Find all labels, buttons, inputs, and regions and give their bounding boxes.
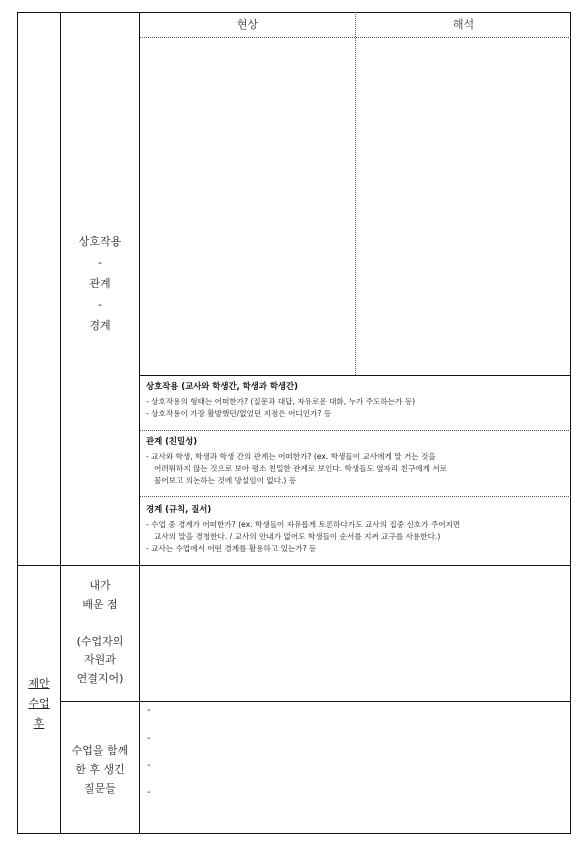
header-phenomenon: 현상	[236, 18, 259, 31]
interaction-relation-boundary-label	[61, 231, 139, 336]
question-dash: -	[147, 705, 151, 716]
questions-line: 질문들	[84, 782, 116, 795]
header-interpretation: 해석	[452, 18, 475, 31]
observation-form-table	[17, 12, 571, 834]
guide-line: 어려워하지 않는 것으로 보아 평소 친밀한 관계로 보인다. 학생들도 옆자리 친구에게 서로	[154, 464, 448, 473]
guide-title: 관계 (친밀성)	[146, 436, 198, 446]
questions-line: 한 후 생긴	[75, 763, 125, 776]
guide-interaction	[146, 380, 568, 420]
learned-label	[61, 577, 139, 688]
question-dash: -	[147, 733, 151, 744]
guide-top-line	[140, 375, 571, 376]
header-underline	[140, 37, 571, 38]
guide-line: - 교사는 수업에서 어떤 경계를 활용하고 있는가? 등	[146, 544, 317, 553]
guide-line: - 상호작용의 형태는 어떠한가? (질문과 대답, 자유로운 대화, 누가 주도하는가 등)	[146, 397, 416, 406]
question-dash: -	[147, 760, 151, 771]
guide-line: 교사의 말을 경청한다. / 교사의 안내가 없어도 학생들이 순서를 지켜 교구를 사용한다.)	[154, 532, 441, 541]
guide-title: 상호작용 (교사와 학생간, 학생과 학생간)	[146, 381, 298, 391]
label-line: 관계	[89, 277, 111, 290]
learned-line: 내가	[89, 579, 111, 592]
side-line: 제안	[28, 677, 50, 690]
section-divider	[17, 565, 571, 566]
learned-line: 배운 점	[82, 597, 118, 611]
learned-line: 자원과	[84, 653, 116, 666]
guide-boundary	[146, 503, 568, 555]
col-divider-content	[139, 12, 140, 834]
guide-line: 물어보고 의논하는 것에 망설임이 없다.) 등	[154, 476, 297, 485]
questions-label	[61, 741, 139, 798]
label-line: -	[98, 298, 102, 311]
after-class-label	[18, 674, 60, 734]
questions-line: 수업을 함께	[71, 744, 129, 757]
side-line: 수업	[28, 697, 50, 710]
col-divider-phenomenon-interpretation	[355, 12, 356, 375]
guide-divider-2	[140, 496, 571, 497]
guide-line: - 상호작용이 가장 활발했던/없었던 지점은 어디인가? 등	[146, 409, 332, 418]
side-line: 후	[33, 717, 45, 730]
question-dash: -	[147, 787, 151, 798]
col-divider-left	[60, 12, 61, 834]
learned-line: 연결지어)	[76, 671, 124, 685]
after-row-divider	[61, 701, 571, 702]
label-line: 상호작용	[78, 235, 122, 248]
guide-line: - 교사와 학생, 학생과 학생 간의 관계는 어떠한가? (ex. 학생들이 교사에게 말 거는 것을	[146, 452, 436, 461]
guide-divider-1	[140, 430, 571, 431]
guide-line: - 수업 중 경계가 어떠한가? (ex. 학생들이 자유롭게 토론하다가도 교사의 집중 신호가 주어지면	[146, 520, 461, 529]
label-line: 경계	[89, 319, 111, 332]
guide-relationship	[146, 435, 568, 487]
learned-line	[61, 614, 139, 633]
label-line: -	[98, 256, 102, 269]
guide-title: 경계 (규칙, 질서)	[146, 504, 212, 514]
learned-line: (수업자의	[76, 634, 124, 648]
